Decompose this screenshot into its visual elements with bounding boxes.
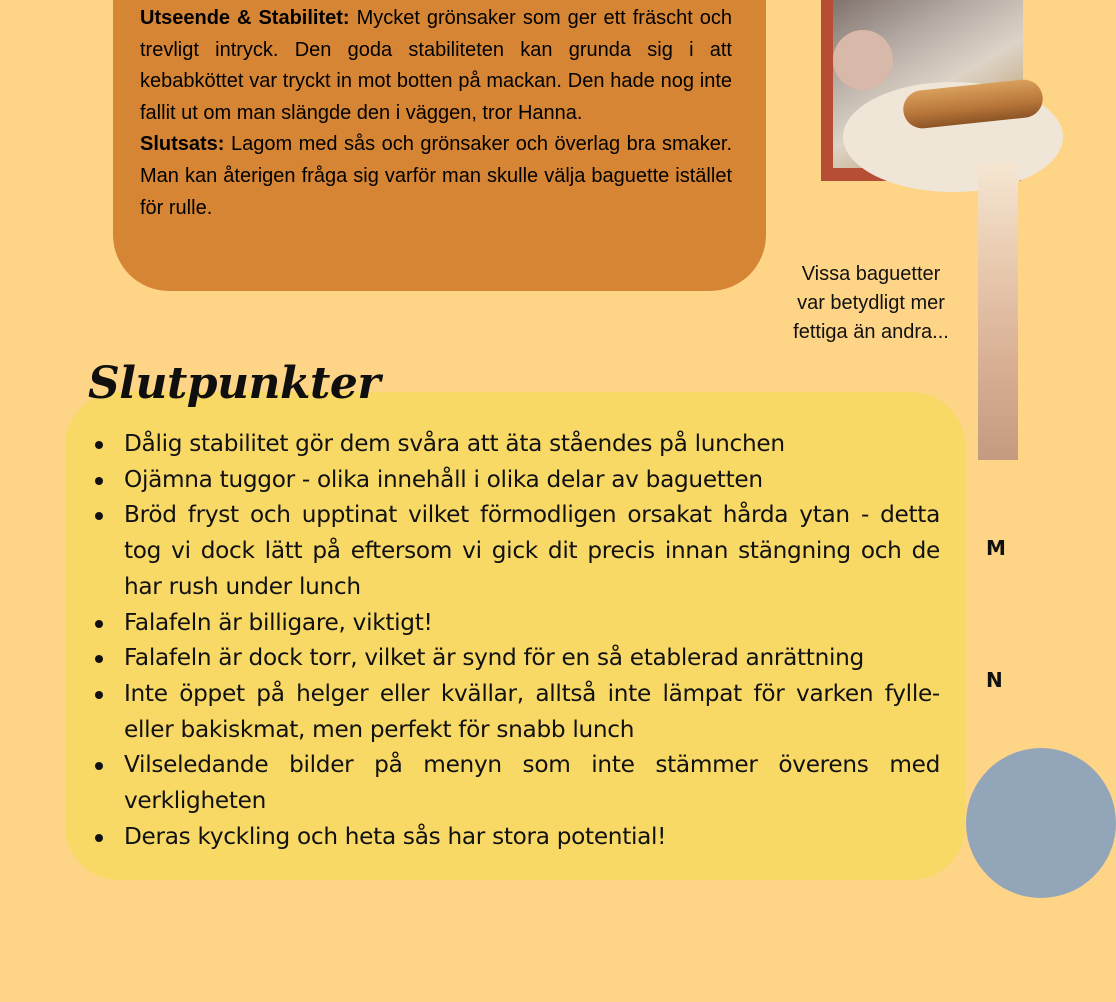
slutpunkter-heading: Slutpunkter [88, 358, 381, 409]
review-text [140, 3, 732, 224]
appearance-paragraph [140, 3, 732, 129]
conclusion-text: Lagom med sås och grönsaker och överlag bra smaker. Man kan återigen fråga sig varför man skulle välja baguette istället för rulle. [140, 133, 732, 219]
edge-letter: M [986, 536, 1006, 560]
caption-line: var betydligt mer [797, 292, 945, 314]
baguette-photo [833, 0, 1023, 168]
photo-hand [833, 30, 893, 90]
list-item: Bröd fryst och upptinat vilket förmodligen orsakat hårda ytan - detta tog vi dock lätt på eftersom vi gick dit precis innan stängning och de har rush under lunch [124, 497, 940, 604]
list-item: Ojämna tuggor - olika innehåll i olika delar av baguetten [124, 462, 940, 498]
caption-line: Vissa baguetter [801, 263, 941, 285]
list-item: Falafeln är billigare, viktigt! [124, 605, 940, 641]
appearance-text: Mycket grönsaker som ger ett fräscht och trevligt intryck. Den goda stabiliteten kan grunda sig i att kebabköttet var tryckt in mot botten på mackan. Den hade nog inte fallit ut om man slängde den i väggen, tror Hanna. [140, 7, 732, 124]
edge-circle [966, 748, 1116, 898]
caption-line: fettiga än andra... [793, 321, 949, 343]
list-item: Deras kyckling och heta sås har stora potential! [124, 819, 940, 855]
conclusion-heading: Slutsats: [140, 133, 225, 156]
list-item: Inte öppet på helger eller kvällar, alltså inte lämpat för varken fylle- eller bakiskmat, men perfekt för snabb lunch [124, 676, 940, 747]
list-item: Falafeln är dock torr, vilket är synd för en så etablerad anrättning [124, 640, 940, 676]
photo-caption [776, 260, 966, 347]
appearance-heading: Utseende & Stabilitet: [140, 7, 350, 29]
edge-letter: N [986, 668, 1003, 692]
conclusion-paragraph [140, 129, 732, 224]
list-item: Dålig stabilitet gör dem svåra att äta ståendes på lunchen [124, 426, 940, 462]
slutpunkter-list [124, 426, 940, 854]
side-photo [978, 162, 1018, 460]
list-item: Vilseledande bilder på menyn som inte stämmer överens med verkligheten [124, 747, 940, 818]
